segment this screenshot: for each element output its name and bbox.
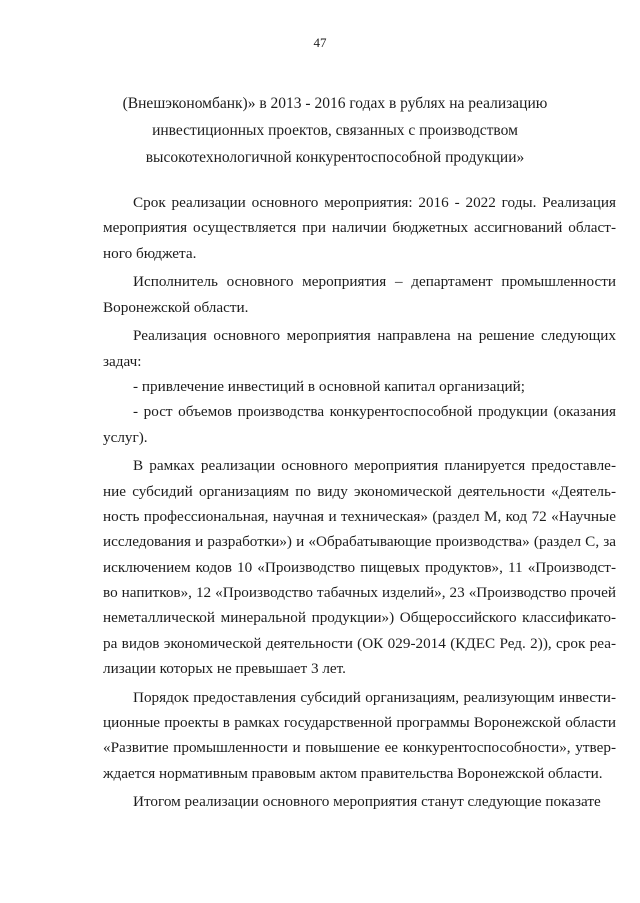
heading-line: (Внешэкономбанк)» в 2013 - 2016 годах в рублях на реализацию — [122, 95, 548, 112]
section-heading — [100, 90, 570, 171]
paragraph: Итогом реализации основного мероприятия станут следующие показате — [133, 793, 601, 811]
list-item: - рост объемов производства конкурентоспособной продукции (оказания услуг). — [103, 403, 616, 446]
paragraph: В рамках реализации основного мероприятия планируется предоставление субсидий организациям по виду экономической деятельности «Деятельность профессиональная, научная и техническая» (раздел М, код 72 «Научные исследования и разработки») и «Обрабатывающие производства» (раздел С, за исключением кодов 10 «Производство пищевых продуктов», 11 «Производство напитков», 12 «Производство табачных изделий», 23 «Производство прочей неметаллической минеральной продукции») Общероссийского классификатора видов экономической деятельности (ОК 029-2014 (КДЕС Ред. 2)), срок реализации которых не превышает 3 лет. — [103, 457, 616, 677]
page-number: 47 — [313, 35, 327, 50]
list-item: - привлечение инвестиций в основной капитал организаций; — [133, 378, 525, 396]
paragraph: Реализация основного мероприятия направлена на решение следующих задач: — [103, 327, 616, 370]
document-body — [103, 190, 616, 818]
heading-line: инвестиционных проектов, связанных с производством — [152, 122, 518, 139]
paragraph: Порядок предоставления субсидий организациям, реализующим инвестиционные проекты в рамках государственной программы Воронежской области «Развитие промышленности и повышение ее конкурентоспособности», утверждается нормативным правовым актом правительства Воронежской области. — [103, 688, 616, 782]
heading-line: высокотехнологичной конкурентоспособной продукции» — [145, 149, 525, 166]
paragraph: Срок реализации основного мероприятия: 2016 - 2022 годы. Реализация мероприятия осуществляется при наличии бюджетных ассигнований областного бюджета. — [103, 194, 616, 262]
paragraph: Исполнитель основного мероприятия – департамент промышленности Воронежской области. — [103, 273, 616, 316]
